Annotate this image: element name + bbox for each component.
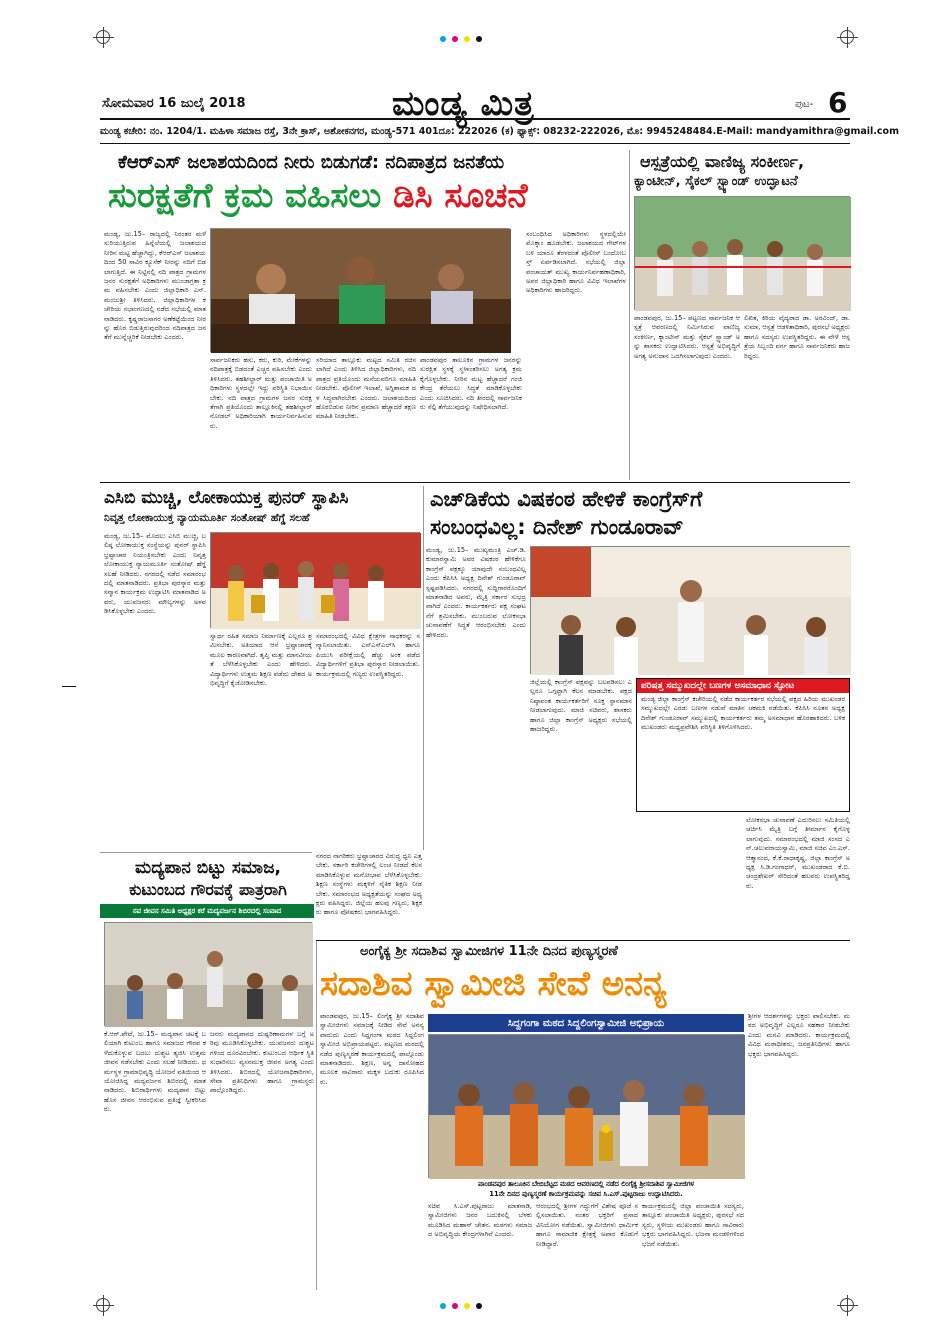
hospital-photo — [634, 196, 850, 310]
swamiji-col-3: ಸಚಿವ ಸಿ.ಎಸ್.ಪುಟ್ಟರಾಜು ಮಾತನಾಡಿ, ಸ್ವಾಮೀಜಿಗಳು ಜನರ ಬದುಕಿನಲ್ಲಿ ಬೆಳಕು ಮೂಡಿಸಿದ ಮಹಾನ್ ಚೇತನ. ಮಠಗಳು ಸಮಾಜದ ಅಭಿವೃದ್ಧಿಯ ಕೇಂದ್ರಗಳಾಗಿವೆ ಎಂದರು. — [428, 1202, 532, 1239]
column-divider — [629, 150, 630, 480]
hdk-box-title: ಪರಿಷತ್ತ ಸಮ್ಮುಖದಲ್ಲೇ ಬಣಗಳ ಅಸಮಾಧಾನ ಸ್ಫೋಟ — [637, 679, 849, 693]
color-dots-bottom — [440, 1303, 482, 1309]
swamiji-col-4: ಆರಂಭದಲ್ಲಿ ಶ್ರೀಗಳ ಗದ್ದುಗೆಗೆ ವಿಶೇಷ ಪೂಜೆ ಸಲ್ಲಿಸಲಾಯಿತು. ನಂತರ ಭಕ್ತರಿಗೆ ಪ್ರಸಾದ ವಿನಿಯೋಗ ನಡೆಯಿತು. ಸ್ವಾಮೀಜಿಗಳು ಧಾರ್ಮಿಕ ಹಾಗೂ ಸಾಮಾಜಿಕ ಕ್ಷೇತ್ರಕ್ಕೆ ಅಪಾರ ಕೊಡುಗೆ ನೀಡಿದ್ದಾರೆ. — [536, 1202, 638, 1248]
swamiji-headline: ಸದಾಶಿವ ಸ್ವಾಮೀಜಿ ಸೇವೆ ಅನನ್ಯ — [320, 964, 667, 1004]
office-address: ಮಂಡ್ಯ ಕಚೇರಿ: ನಂ. 1204/1. ಮಹಿಳಾ ಸಮಾಜ ರಸ್ತೆ, 3ನೇ ಕ್ರಾಸ್, ಅಶೋಕನಗರ, ಮಂಡ್ಯ-571 401 — [100, 126, 439, 137]
section-divider — [100, 482, 850, 483]
press-meet-illustration — [531, 547, 851, 675]
office-address-bar — [100, 126, 899, 144]
liquor-headline-1: ಮದ್ಯಪಾನ ಬಿಟ್ಟು ಸಮಾಜ, — [135, 858, 281, 878]
swamiji-col-2: ಶ್ರೀಗಳ ಆದರ್ಶಗಳನ್ನು ಭಕ್ತರು ಪಾಲಿಸಬೇಕು. ಮಠದ ಅಭಿವೃದ್ಧಿಗೆ ಎಲ್ಲರೂ ಸಹಕಾರ ನೀಡಬೇಕು ಎಂದು ಮನವಿ ಮಾಡಿದರು. ಕಾರ್ಯಕ್ರಮದಲ್ಲಿ ವಿವಿಧ ಮಠಾಧೀಶರು, ಜನಪ್ರತಿನಿಧಿಗಳು ಹಾಗೂ ಭಕ್ತರು ಭಾಗವಹಿಸಿದ್ದರು. — [748, 1012, 850, 1058]
lead-col-5: ಸಂಬಂಧಿಸಿದ ಅಧಿಕಾರಿಗಳು ಸ್ಥಳದಲ್ಲಿಯೇ ಮೊಕ್ಕಾಂ ಹೂಡಬೇಕು. ಜಲಾಶಯದ ಗೇಟ್‌ಗಳ ಬಳಿ ಯಾರೂ ತೆರಳದಂತೆ ಪೊಲೀಸ್ ಬಂದೋಬಸ್ತ್ ಏರ್ಪಡಿಸಲಾಗಿದೆ. ಸಭೆಯಲ್ಲಿ ಜಿಲ್ಲಾ ಪಂಚಾಯತ್ ಮುಖ್ಯ ಕಾರ್ಯನಿರ್ವಹಣಾಧಿಕಾರಿ, ಅಪರ ಜಿಲ್ಲಾಧಿಕಾರಿ ಹಾಗೂ ವಿವಿಧ ಇಲಾಖೆಗಳ ಅಧಿಕಾರಿಗಳು ಹಾಜರಿದ್ದರು. — [526, 230, 626, 295]
lead-kicker: ಕೆಆರ್‌ಎಸ್ ಜಲಾಶಯದಿಂದ ನೀರು ಬಿಡುಗಡೆ: ನದಿಪಾತ್ರದ ಜನತೆಯ — [118, 152, 505, 173]
masthead — [100, 84, 850, 124]
newspaper-title: ಮಂಡ್ಯ ಮಿತ್ರ — [392, 84, 535, 124]
page-number: 6 — [828, 86, 848, 119]
hospital-col-2: ಲಿಖಿತ, ಕಿರಿಯ ವೈದ್ಯರಾದ ಡಾ. ಅರವಿಂದ್, ಡಾ. ಸುಮಾ, ಆಸ್ಪತ್ರೆ ಆಡಳಿತಾಧಿಕಾರಿ, ಪುರಸಭೆ ಅಧ್ಯಕ್ಷರು ಹಾಗೂ ಸದಸ್ಯರು ಉಪಸ್ಥಿತರಿದ್ದರು. ಈ ವೇಳೆ ಆಸ್ಪತ್ರೆಯ ಸಿಬ್ಬಂದಿ ವರ್ಗ ಹಾಗೂ ಸಾರ್ವಜನಿಕರು ಹಾಜರಿದ್ದರು. — [744, 314, 850, 360]
registration-mark-top-right — [840, 30, 854, 44]
liquor-photo-camp — [104, 922, 312, 1026]
liquor-headline-2: ಕುಟುಂಬದ ಗೌರವಕ್ಕೆ ಪಾತ್ರರಾಗಿ — [129, 880, 287, 899]
meeting-illustration — [211, 229, 511, 353]
swamiji-photo-ceremony — [428, 1034, 744, 1178]
hdk-col-3: ಲೋಕಸಭಾ ಚುನಾವಣೆ ಎದುರಿಸಲು ಸಮಿತಿಯಲ್ಲಿ ಚರ್ಚಿಸಿ ಮೈತ್ರಿ ಬಗ್ಗೆ ತೀರ್ಮಾನ ಕೈಗೊಳ್ಳಲಾಗುವುದು. ಸಮಾರಂಭದಲ್ಲಿ ಮಾಜಿ ಸಂಸದ ಎನ್.ಚಲುವರಾಯಸ್ವಾಮಿ, ಮಾಜಿ ಸಚಿವ ಎಂ.ಎಸ್.ಆತ್ಮಾನಂದ, ಕೆ.ಕೆ.ರಾಧಾಕೃಷ್ಣ, ಜಿಲ್ಲಾ ಕಾಂಗ್ರೆಸ್ ಅಧ್ಯಕ್ಷ ಸಿ.ಡಿ.ಗಂಗಾಧರ್, ಮುಖಂಡರಾದ ಕೆ.ಬಿ.ಚಂದ್ರಶೇಖರ್ ಸೇರಿದಂತೆ ಹಲವರು ಉಪಸ್ಥಿತರಿದ್ದರು. — [746, 816, 850, 890]
acb-col-2: ಸ್ವಾರ್ಥ ರಹಿತ ಸಮಾಜ ನಿರ್ಮಾಣಕ್ಕೆ ಎಲ್ಲರೂ ಶ್ರಮಿಸಬೇಕು. ಅತಿಯಾದ ಆಸೆ ಭ್ರಷ್ಟಾಚಾರಕ್ಕೆ ಮೂಲ ಕಾರಣವಾಗಿದೆ. ತೃಪ್ತಿ ಮತ್ತು ಮಾನವೀಯತೆ ಬೆಳೆಸಿಕೊಳ್ಳಬೇಕು ಎಂದು ಹೇಳಿದರು. ವಿದ್ಯಾರ್ಥಿಗಳು ಉತ್ತಮ ಶಿಕ್ಷಣ ಪಡೆದು ದೇಶದ ಅಭಿವೃದ್ಧಿಗೆ ಕೈಜೋಡಿಸಬೇಕು. — [210, 632, 312, 688]
liquor-band: ನವ ಜೀವನ ಸಮಿತಿ ಅಧ್ಯಕ್ಷರ ಕರೆ ಮದ್ಯವರ್ಜನ ಶಿಬಿರದಲ್ಲಿ ಸಂವಾದ — [100, 904, 314, 918]
swamiji-col-1: ಪಾಂಡವಪುರ, ಜು.15– ಲಿಂಗೈಕ್ಯ ಶ್ರೀ ಸದಾಶಿವ ಸ್ವಾಮೀಜಿಗಳು ಸಮಾಜಕ್ಕೆ ನೀಡಿದ ಸೇವೆ ಅನನ್ಯವಾದುದು ಎಂದು ಸಿದ್ದಗಂಗಾ ಮಠದ ಸಿದ್ದಲಿಂಗಸ್ವಾಮೀಜಿ ಅಭಿಪ್ರಾಯಪಟ್ಟರು. ಪಟ್ಟಣದ ಮಠದಲ್ಲಿ ನಡೆದ ಪುಣ್ಯಸ್ಮರಣೆ ಕಾರ್ಯಕ್ರಮದಲ್ಲಿ ಪಾಲ್ಗೊಂಡು ಮಾತನಾಡಿದರು. ಶಿಕ್ಷಣ, ಅನ್ನ ದಾಸೋಹದ ಮೂಲಕ ಸಾವಿರಾರು ಮಕ್ಕಳ ಬದುಕು ರೂಪಿಸಿದರು. — [320, 1012, 424, 1086]
hdk-headline-1: ಎಚ್‌ಡಿಕೆಯ ವಿಷಕಂಠ ಹೇಳಿಕೆ ಕಾಂಗ್ರೆಸ್‌ಗೆ — [430, 487, 703, 511]
swamiji-photo-caption-2: 11ನೇ ದಿನದ ಪುಣ್ಯಸ್ಮರಣೆ ಕಾರ್ಯಕ್ರಮವನ್ನು ಸಚಿವ ಸಿ.ಎಸ್.ಪುಟ್ಟರಾಜು ಉದ್ಘಾಟಿಸಿದರು. — [489, 1190, 683, 1198]
felicitation-illustration — [211, 533, 421, 629]
swamiji-band: ಸಿದ್ದಗಂಗಾ ಮಠದ ಸಿದ್ದಲಿಂಗಸ್ವಾಮೀಜಿ ಅಭಿಪ್ರಾಯ — [428, 1014, 744, 1032]
hdk-sidebar-box — [636, 678, 850, 812]
hdk-col-1: ಮಂಡ್ಯ, ಜು.15– ಮುಖ್ಯಮಂತ್ರಿ ಎಚ್.ಡಿ.ಕುಮಾರಸ್ವಾಮಿ ಅವರ ವಿಷಕಂಠ ಹೇಳಿಕೆಗೂ ಕಾಂಗ್ರೆಸ್ ಪಕ್ಷಕ್ಕೂ ಯಾವುದೇ ಸಂಬಂಧವಿಲ್ಲ ಎಂದು ಕೆಪಿಸಿಸಿ ಅಧ್ಯಕ್ಷ ದಿನೇಶ್ ಗುಂಡೂರಾವ್ ಸ್ಪಷ್ಟಪಡಿಸಿದರು. ನಗರದಲ್ಲಿ ಸುದ್ದಿಗಾರರೊಂದಿಗೆ ಮಾತನಾಡಿದ ಅವರು, ಮೈತ್ರಿ ಸರ್ಕಾರ ಸುಭದ್ರವಾಗಿದೆ ಎಂದರು. ಕಾರ್ಯಕರ್ತರು ಪಕ್ಷ ಸಂಘಟನೆಗೆ ಶ್ರಮಿಸಬೇಕು. ಮುಂಬರುವ ಲೋಕಸಭಾ ಚುನಾವಣೆಗೆ ಸಿದ್ಧತೆ ಆರಂಭಿಸಬೇಕು ಎಂದು ಹೇಳಿದರು. — [426, 546, 526, 639]
registration-mark-bottom-right — [840, 1298, 854, 1312]
swamiji-kicker: ಅಂಗೈಕ್ಯ ಶ್ರೀ ಸದಾಶಿವ ಸ್ವಾಮೀಜಿಗಳ 11ನೇ ದಿನದ ಪುಣ್ಯಸ್ಮರಣೆ — [360, 944, 618, 959]
office-phone: ದೂ: 222026 (ಕ) ಫ್ಯಾಕ್ಸ್: 08232-222026, ಮೊ: 9945248484. — [438, 126, 717, 137]
ceremony-illustration — [429, 1035, 745, 1179]
column-divider — [423, 486, 424, 850]
registration-mark-top-left — [96, 30, 110, 44]
lead-headline-red: ಡಿಸಿ ಸೂಚನೆ — [393, 176, 528, 216]
hdk-box-text: ಮಂಡ್ಯ ಜಿಲ್ಲಾ ಕಾಂಗ್ರೆಸ್ ಕಚೇರಿಯಲ್ಲಿ ನಡೆದ ಕಾರ್ಯಕರ್ತರ ಸಭೆಯಲ್ಲಿ ಪಕ್ಷದ ಹಿರಿಯ ಮುಖಂಡರ ಸಮ್ಮುಖದಲ್ಲೇ ಎರಡು ಬಣಗಳ ನಡುವೆ ಮಾತಿನ ಚಕಮಕಿ ನಡೆಯಿತು. ಕೆಪಿಸಿಸಿ ನೂತನ ಅಧ್ಯಕ್ಷ ದಿನೇಶ್ ಗುಂಡೂರಾವ್ ಸಮ್ಮುಖದಲ್ಲಿ ಕಾರ್ಯಕರ್ತರು ತಮ್ಮ ಅಸಮಾಧಾನ ಹೊರಹಾಕಿದರು. ಬಳಿಕ ಮುಖಂಡರು ಮಧ್ಯಪ್ರವೇಶಿಸಿ ಪರಿಸ್ಥಿತಿ ತಿಳಿಗೊಳಿಸಿದರು. — [641, 695, 845, 732]
hdk-col-2: ಜಿಲ್ಲೆಯಲ್ಲಿ ಕಾಂಗ್ರೆಸ್ ಪಕ್ಷವನ್ನು ಬಲಪಡಿಸಲು ಎಲ್ಲರೂ ಒಗ್ಗಟ್ಟಾಗಿ ಕೆಲಸ ಮಾಡಬೇಕು. ಪಕ್ಷದ ನಿಷ್ಠಾವಂತ ಕಾರ್ಯಕರ್ತರಿಗೆ ಸೂಕ್ತ ಸ್ಥಾನಮಾನ ನೀಡಲಾಗುವುದು. ಮಾಜಿ ಸಚಿವರು, ಶಾಸಕರು ಹಾಗೂ ಜಿಲ್ಲಾ ಕಾಂಗ್ರೆಸ್ ಅಧ್ಯಕ್ಷರು ಸಭೆಯಲ್ಲಿ ಹಾಜರಿದ್ದರು. — [530, 678, 632, 734]
swamiji-photo-caption-1: ಪಾಂಡವಪುರ ತಾಲೂಕಿನ ಬೇಬಿಬೆಟ್ಟದ ಮಠದ ಆವರಣದಲ್ಲಿ ನಡೆದ ಲಿಂಗೈಕ್ಯ ಶ್ರೀಸದಾಶಿವ ಸ್ವಾಮೀಜಿಗಳ — [478, 1180, 694, 1188]
swamiji-col-5: ಕಾರ್ಯಕ್ರಮದಲ್ಲಿ ಜಿಲ್ಲಾ ಪಂಚಾಯಿತಿ ಸದಸ್ಯರು, ತಾಲ್ಲೂಕು ಪಂಚಾಯಿತಿ ಅಧ್ಯಕ್ಷರು, ಪುರಸಭೆ ಸದಸ್ಯರು, ಸ್ಥಳೀಯ ಮುಖಂಡರು ಹಾಗೂ ಸಾವಿರಾರು ಭಕ್ತರು ಭಾಗವಹಿಸಿದ್ದರು. ಭಜನಾ ಮಂಡಳಿಗಳಿಂದ ಭಜನೆ ನಡೆಯಿತು. — [642, 1202, 744, 1248]
acb-photo-felicitation — [210, 532, 420, 628]
inauguration-illustration — [635, 197, 851, 311]
lead-col-3: ಸರಿಯಾದ ತಾಲ್ಲೂಕು ಮಟ್ಟದ ಸಮಿತಿ ರಚಿಸಲಾಗಿದೆ ಎಂದು ತಿಳಿಸಿದ ಜಿಲ್ಲಾಧಿಕಾರಿಗಳು, ನದಿ ಪಾತ್ರದ ಪ್ರತಿಯೊಂದು ಮನೆಯವರಿಗೂ ಮಾಹಿತಿ ನೀಡಬೇಕು. ಪೊಲೀಸ್ ಇಲಾಖೆ, ಅಗ್ನಿಶಾಮಕ ದಳ ಸಿದ್ಧವಾಗಿರಬೇಕು ಎಂದರು. ಜಲಾಶಯದಿಂದ ಹೊರಬಿಡುವ ನೀರಿನ ಪ್ರಮಾಣ ಹೆಚ್ಚಾದರೆ ತಕ್ಷಣ ಮಾಹಿತಿ ನೀಡಬೇಕು. — [316, 356, 416, 421]
page-label: ಪುಟ- — [795, 99, 814, 110]
lead-headline — [108, 174, 628, 218]
registration-mark-bottom-left — [96, 1298, 110, 1312]
camp-illustration — [105, 923, 313, 1027]
hdk-headline-2: ಸಂಬಂಧವಿಲ್ಲ: ದಿನೇಶ್ ಗುಂಡೂರಾವ್ — [430, 515, 684, 539]
lead-col-1: ಮಂಡ್ಯ, ಜು.15– ರಾಜ್ಯದಲ್ಲಿ ನಿರಂತರ ಮಳೆ ಸುರಿಯುತ್ತಿರುವ ಹಿನ್ನೆಲೆಯಲ್ಲಿ ಜಲಾಶಯದ ನೀರಿನ ಮಟ್ಟ ಹೆಚ್ಚಾಗಿದ್ದು, ಕೆಆರ್‌ಎಸ್ ಜಲಾಶಯದಿಂದ 50 ಸಾವಿರ ಕ್ಯೂಸೆಕ್ ನೀರನ್ನು ನದಿಗೆ ಬಿಡಲಾಗುತ್ತಿದೆ. ಈ ನಿಟ್ಟಿನಲ್ಲಿ ನದಿ ಪಾತ್ರದ ಗ್ರಾಮಗಳ ಜನರ ಸುರಕ್ಷತೆಗೆ ಅಧಿಕಾರಿಗಳು ಮುಂಜಾಗ್ರತಾ ಕ್ರಮ ವಹಿಸಬೇಕು ಎಂದು ಜಿಲ್ಲಾಧಿಕಾರಿ ಎನ್.ಮಂಜುಶ್ರೀ ತಿಳಿಸಿದರು. ಜಿಲ್ಲಾಧಿಕಾರಿಗಳ ಕಚೇರಿಯ ಸಭಾಂಗಣದಲ್ಲಿ ನಡೆದ ಸಭೆಯಲ್ಲಿ ಮಾತನಾಡಿದರು. ಕೃಷ್ಣರಾಜಸಾಗರ ಅಣೆಕಟ್ಟೆಯಿಂದ ನೀರನ್ನು ಹೊರ ಬಿಡುತ್ತಿರುವುದರಿಂದ ನದಿಪಾತ್ರದ ಜನತೆಗೆ ಮುನ್ನೆಚ್ಚರಿಕೆ ನೀಡಬೇಕು ಎಂದರು. — [104, 230, 206, 342]
lead-photo-meeting — [210, 228, 510, 352]
acb-headline: ಎಸಿಬಿ ಮುಚ್ಚಿ, ಲೋಕಾಯುಕ್ತ ಪುನರ್ ಸ್ಥಾಪಿಸಿ — [104, 488, 349, 508]
lead-headline-green: ಸುರಕ್ಷತೆಗೆ ಕ್ರಮ ವಹಿಸಲು — [108, 176, 382, 216]
acb-col-1: ಮಂಡ್ಯ, ಜು.15– ಮೊದಲು ಎಸಿಬಿ ಮುಚ್ಚಿ, ಬಲಿಷ್ಠ ಲೋಕಾಯುಕ್ತ ಸಂಸ್ಥೆಯನ್ನು ಪುನರ್ ಸ್ಥಾಪಿಸಿ ಭ್ರಷ್ಟಾಚಾರ ನಿಯಂತ್ರಿಸಬೇಕು ಎಂದು ನಿವೃತ್ತ ಲೋಕಾಯುಕ್ತ ನ್ಯಾಯಮೂರ್ತಿ ಸಂತೋಷ್ ಹೆಗ್ಡೆ ಸಲಹೆ ನೀಡಿದರು. ನಗರದಲ್ಲಿ ನಡೆದ ಸಮಾರಂಭದಲ್ಲಿ ಮಾತನಾಡಿದರು. ಪ್ರತಿಭಾ ಪುರಸ್ಕಾರ ಮತ್ತು ಸನ್ಮಾನ ಕಾರ್ಯಕ್ರಮ ಉದ್ಘಾಟಿಸಿ ಮಾತನಾಡಿದ ಅವರು, ಯುವಜನರು ಮೌಲ್ಯಗಳನ್ನು ಅಳವಡಿಸಿಕೊಳ್ಳಬೇಕು ಎಂದರು. — [104, 532, 206, 616]
section-divider — [316, 940, 850, 941]
acb-col-3: ಸಮಾರಂಭದಲ್ಲಿ ವಿವಿಧ ಕ್ಷೇತ್ರಗಳ ಸಾಧಕರನ್ನು ಸನ್ಮಾನಿಸಲಾಯಿತು. ಎಸ್ಎಸ್ಎಲ್‌ಸಿ ಹಾಗೂ ಪಿಯುಸಿ ಪರೀಕ್ಷೆಯಲ್ಲಿ ಹೆಚ್ಚು ಅಂಕ ಪಡೆದ ವಿದ್ಯಾರ್ಥಿಗಳಿಗೆ ಪ್ರತಿಭಾ ಪುರಸ್ಕಾರ ನೀಡಲಾಯಿತು. ಕಾರ್ಯಕ್ರಮದಲ್ಲಿ ಗಣ್ಯರು ಉಪಸ್ಥಿತರಿದ್ದರು. — [316, 632, 420, 678]
column-divider — [316, 940, 317, 1290]
hospital-col-1: ಪಾಂಡವಪುರ, ಜು.15– ಪಟ್ಟಣದ ಸಾರ್ವಜನಿಕ ಆಸ್ಪತ್ರೆ ಆವರಣದಲ್ಲಿ ನಿರ್ಮಿಸಿರುವ ವಾಣಿಜ್ಯ ಸಂಕೀರ್ಣ, ಕ್ಯಾಂಟೀನ್ ಮತ್ತು ಸೈಕಲ್ ಸ್ಟ್ಯಾಂಡ್ ಅನ್ನು ಶಾಸಕರು ಉದ್ಘಾಟಿಸಿದರು. ಆಸ್ಪತ್ರೆ ಅಭಿವೃದ್ಧಿಗೆ ಅಗತ್ಯ ಅನುದಾನ ಒದಗಿಸಲಾಗುವುದು ಎಂದರು. — [634, 314, 740, 360]
liquor-col-1: ಕೆ.ಆರ್.ಪೇಟೆ, ಜು.15– ಮದ್ಯಪಾನ ಚಟಕ್ಕೆ ಬಲಿಯಾಗಿ ಕುಟುಂಬ ಹಾಗೂ ಸಮಾಜದ ಗೌರವ ಕಳೆದುಕೊಳ್ಳುವ ಬದಲು ದುಶ್ಚಟ ತ್ಯಜಿಸಿ ಉತ್ತಮ ಜೀವನ ನಡೆಸಬೇಕು ಎಂದು ಸಲಹೆ ನೀಡಿದರು. ಧರ್ಮಸ್ಥಳ ಗ್ರಾಮಾಭಿವೃದ್ಧಿ ಯೋಜನೆ ವತಿಯಿಂದ ಆಯೋಜಿಸಿದ್ದ ಮದ್ಯವರ್ಜನ ಶಿಬಿರದಲ್ಲಿ ಮಾತನಾಡಿದರು. ಶಿಬಿರಾರ್ಥಿಗಳು ಮದ್ಯಪಾನ ಬಿಟ್ಟು ಹೊಸ ಜೀವನ ಆರಂಭಿಸುವ ಪ್ರತಿಜ್ಞೆ ಸ್ವೀಕರಿಸಿದರು. — [104, 1030, 206, 1114]
color-dots-top — [440, 36, 482, 42]
lead-col-2: ಸಾರ್ವಜನಿಕರು ಹಸು, ಕರು, ಕುರಿ, ಮೇಕೆಗಳನ್ನು ನದಿಪಾತ್ರಕ್ಕೆ ಬಿಡದಂತೆ ಎಚ್ಚರ ವಹಿಸಬೇಕು ಎಂದು ತಿಳಿಸಿದರು. ತಹಶೀಲ್ದಾರ್ ಮತ್ತು ಪಂಚಾಯಿತಿ ಅಧಿಕಾರಿಗಳು ಸ್ಥಳದಲ್ಲೇ ಇದ್ದು ಪರಿಸ್ಥಿತಿ ನಿಭಾಯಿಸಬೇಕು. ನದಿ ಪಾತ್ರದ ಗ್ರಾಮಗಳ ಜನರ ಸುರಕ್ಷತೆಗಾಗಿ ಪ್ರತಿಯೊಂದು ತಾಲ್ಲೂಕಿನಲ್ಲಿ ತಹಶೀಲ್ದಾರ್ ನೋಡಲ್ ಅಧಿಕಾರಿಯಾಗಿ ಕಾರ್ಯನಿರ್ವಹಿಸುವರು. — [210, 356, 312, 430]
issue-date: ಸೋಮವಾರ 16 ಜುಲೈ 2018 — [102, 96, 246, 111]
hdk-photo-speech — [530, 546, 850, 674]
liquor-col-2: ಜನರು ಮದ್ಯಪಾನದ ದುಷ್ಪರಿಣಾಮಗಳ ಬಗ್ಗೆ ಅರಿವು ಮೂಡಿಸಿಕೊಳ್ಳಬೇಕು. ಯುವಜನರು ದುಶ್ಚಟಗಳಿಂದ ದೂರವಿರಬೇಕು. ಕುಟುಂಬದ ಆರ್ಥಿಕ ಸ್ಥಿತಿ ಸುಧಾರಿಸಲು ವ್ಯಸನಮುಕ್ತ ಜೀವನ ಅಗತ್ಯ ಎಂದು ತಿಳಿಸಿದರು. ಶಿಬಿರದಲ್ಲಿ ಯೋಜನಾಧಿಕಾರಿಗಳು, ಸೇವಾ ಪ್ರತಿನಿಧಿಗಳು ಹಾಗೂ ಗ್ರಾಮಸ್ಥರು ಪಾಲ್ಗೊಂಡಿದ್ದರು. — [210, 1030, 314, 1095]
hospital-headline-1: ಆಸ್ಪತ್ರೆಯಲ್ಲಿ ವಾಣಿಜ್ಯ ಸಂಕೀರ್ಣ, — [640, 152, 805, 171]
office-email: E-Mail: mandyamithra@gmail.com — [716, 126, 899, 137]
acb-right-col: ನಗರದ ನಾಗರಿಕರು ಭ್ರಷ್ಟಾಚಾರದ ವಿರುದ್ಧ ಧ್ವನಿ ಎತ್ತಬೇಕು. ಸರ್ಕಾರಿ ಕಚೇರಿಗಳಲ್ಲಿ ಲಂಚ ನೀಡದೆ ಕೆಲಸ ಮಾಡಿಸಿಕೊಳ್ಳುವ ಮನೋಭಾವ ಬೆಳೆಸಿಕೊಳ್ಳಬೇಕು. ಶಿಕ್ಷಣ ಸಂಸ್ಥೆಗಳು ಮಕ್ಕಳಿಗೆ ನೈತಿಕ ಶಿಕ್ಷಣ ನೀಡಬೇಕು. ಸಮಾರಂಭದ ಅಧ್ಯಕ್ಷತೆಯನ್ನು ಸಂಘದ ಅಧ್ಯಕ್ಷರು ವಹಿಸಿದ್ದರು. ಜಿಲ್ಲೆಯ ಹಲವು ಗಣ್ಯರು, ಶಿಕ್ಷಕರು ಹಾಗೂ ಪೋಷಕರು ಭಾಗವಹಿಸಿದ್ದರು. — [316, 852, 422, 917]
hospital-headline-2: ಕ್ಯಾಂಟೀನ್, ಸೈಕಲ್ ಸ್ಟ್ಯಾಂಡ್ ಉದ್ಘಾಟನೆ — [634, 174, 798, 189]
margin-tick — [62, 686, 76, 687]
lead-col-4: ಪಾಂಡವಪುರ ತಾಲೂಕಿನ ಗ್ರಾಮಗಳ ಜನರನ್ನು ಸುರಕ್ಷಿತ ಸ್ಥಳಕ್ಕೆ ಸ್ಥಳಾಂತರಿಸಲು ಅಗತ್ಯ ಕ್ರಮ ಕೈಗೊಳ್ಳಬೇಕು. ನೀರಿನ ಮಟ್ಟ ಹೆಚ್ಚಾದರೆ ಗಂಜಿ ಕೇಂದ್ರ ತೆರೆಯಲು ಸಿದ್ಧತೆ ಮಾಡಿಕೊಳ್ಳಬೇಕು ಎಂದು ಸೂಚಿಸಿದರು. ನದಿ ತೀರದಲ್ಲಿ ಸಾರ್ವಜನಿಕರು ಸೆಲ್ಫಿ ತೆಗೆಯುವುದನ್ನು ನಿಷೇಧಿಸಲಾಗಿದೆ. — [420, 356, 522, 412]
acb-subhead: ನಿವೃತ್ತ ಲೋಕಾಯುಕ್ತ ನ್ಯಾಯಮೂರ್ತಿ ಸಂತೋಷ್ ಹೆಗ್ಡೆ ಸಲಹೆ — [104, 512, 310, 524]
section-divider — [100, 852, 312, 853]
